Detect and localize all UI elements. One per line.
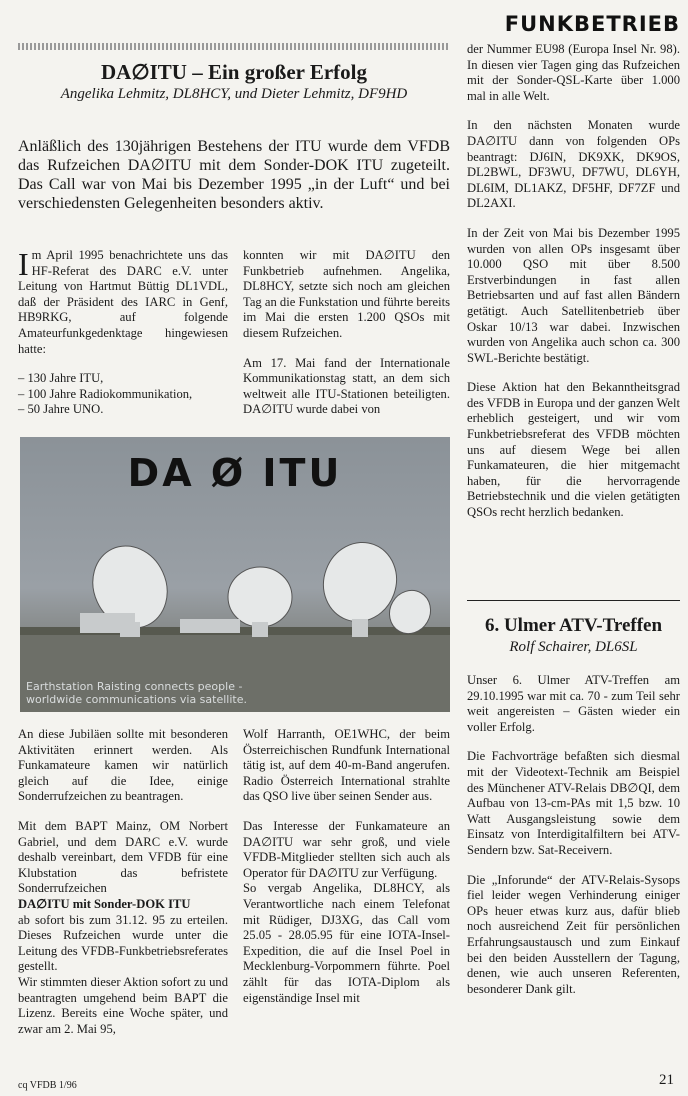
header-rule — [18, 43, 450, 50]
caption-line: Earthstation Raisting connects people - — [26, 680, 243, 693]
bullet-list — [18, 371, 228, 418]
paragraph — [18, 248, 228, 357]
paragraph: Die Fachvorträge befaßten sich diesmal mit der Videotext-Technik am Beispiel des Münchener ATV-Relais DB∅QI, dem Aufbau von 13-cm-PAs mit 1,5 bzw. 10 Watt Ausgangsleistung sowie dem Einsatz von Interdigitalfiltern bei ATV-Sendern bzw. Sat-Receivern. — [467, 749, 680, 857]
caption-line: worldwide communications via satellite. — [26, 693, 247, 706]
paragraph: Mit dem BAPT Mainz, OM Norbert Gabriel, und dem DARC e.V. wurde deshalb vereinbart, dem VFDB für eine Klubstation das befristete Sonderrufzeichen — [18, 818, 228, 896]
article2-byline: Rolf Schairer, DL6SL — [509, 639, 638, 655]
paragraph: In den nächsten Monaten wurde DA∅ITU dann von folgenden OPs beantragt: DJ6IN, DK9XK, DK9OS, DL2BWL, DF3WU, DF7WU, DL6YH, DL6IM, DL1AKZ, DF5HF, DF7ZF und DL2AXI. — [467, 118, 680, 211]
drop-cap: I — [18, 246, 29, 282]
paragraph: An diese Jubiläen sollte mit besonderen Aktivitäten erinnert werden. Als Funkamateure kamen wir natürlich gleich auf die Idee, einige Sonderrufzeichen zu beantragen. — [18, 727, 228, 804]
paragraph: Unser 6. Ulmer ATV-Treffen am 29.10.1995 war mit ca. 70 - zum Teil sehr weit angereisten – Gästen wieder ein voller Erfolg. — [467, 673, 680, 734]
footer-issue: cq VFDB 1/96 — [18, 1080, 77, 1091]
paragraph: Am 17. Mai fand der Internationale Kommunikationstag statt, an dem sich weltweit alle ITU-Stationen beteiligten. DA∅ITU wurde dabei von — [243, 355, 450, 417]
page-number: 21 — [659, 1072, 674, 1088]
paragraph: In der Zeit von Mai bis Dezember 1995 wurden von allen OPs insgesamt über 10.000 QSO mit über 8.500 Erstverbindungen in fast allen Betriebsarten und auf fast allen Bändern getätigt. Auch Satellitenbetrieb über Oskar 10/13 war dabei. Inzwischen wurden von Angelika auch schon ca. 300 SWL-Berichte bestätigt. — [467, 225, 680, 365]
article-byline: Angelika Lehmitz, DL8HCY, und Dieter Lehmitz, DF9HD — [60, 86, 408, 102]
article-title: DA∅ITU – Ein großer Erfolg — [100, 60, 368, 84]
column-1-bottom — [18, 727, 228, 1037]
paragraph-text: m April 1995 benachrichtete uns das HF-Referat des DARC e.V. unter Leitung von Hartmut Büttig DL1VDL, daß der Präsident des IARC in Genf, HB9RKG, auf folgende Amateurfunkgedenktage hingewiesen hatte: — [18, 248, 228, 356]
list-item: – 50 Jahre UNO. — [18, 402, 104, 417]
list-item: – 100 Jahre Radiokommunikation, — [18, 386, 193, 401]
paragraph: konnten wir mit DA∅ITU den Funkbetrieb aufnehmen. Angelika, DL8HCY, setzte sich noch am gleichen Tag an die Funkstation und führte bereits im Mai die ersten 1.200 QSOs mit diesem Rufzeichen. — [243, 248, 450, 340]
column-2-top — [243, 248, 450, 432]
column-3-bottom — [467, 673, 680, 1011]
section-divider — [467, 600, 680, 601]
paragraph: Wolf Harranth, OE1WHC, der beim Österreichischen Rundfunk International tätig ist, auf dem 40-m-Band angerufen. Radio Österreich International strahlte das QSO live über seinen Sender aus. — [243, 727, 450, 804]
list-item: – 130 Jahre ITU, — [18, 371, 104, 386]
earthstation-photo — [20, 437, 450, 712]
callsign-sign: DA Ø ITU — [127, 451, 343, 495]
section-header: FUNKBETRIEB — [504, 12, 680, 36]
paragraph: ab sofort bis zum 31.12. 95 zu erteilen. Dieses Rufzeichen wurde unter die Leitung des VFDB-Funkbetriebsreferates gestellt. — [18, 912, 228, 974]
article2-title: 6. Ulmer ATV-Treffen — [484, 615, 663, 636]
photo-caption — [26, 680, 247, 706]
paragraph: Diese Aktion hat den Bekanntheitsgrad des VFDB in Europa und der ganzen Welt erheblich gesteigert, und wir vom Funkbetriebsreferat des VFDB möchten uns auf diesem Wege bei allen Funkamateuren, die hier mitgemacht haben, für die hervorragende Betriebstechnik und die vielen getätigten QSOs recht herzlich bedanken. — [467, 380, 680, 520]
paragraph: Die „Inforunde“ der ATV-Relais-Sysops fiel leider wegen Verhinderung einiger OPs heuer etwas kurz aus, dafür blieb noch ausreichend Zeit für persönlichen Erfahrungsaustausch und zum Einkauf bei den beiden Ausstellern der Tagung, denen, wie auch unseren Referenten, besonderer Dank gilt. — [467, 872, 680, 996]
column-3 — [467, 42, 680, 535]
paragraph: Das Interesse der Funkamateure an DA∅ITU war sehr groß, und viele VFDB-Mitglieder stellten sich auch als Operator für DA∅ITU zur Verfügung. — [243, 818, 450, 880]
highlight-callsign: DA∅ITU mit Sonder-DOK ITU — [18, 896, 191, 911]
column-1-top — [18, 248, 228, 432]
paragraph: der Nummer EU98 (Europa Insel Nr. 98). In diesen vier Tagen ging das Rufzeichen mit der Sonder-QSL-Karte über 1.000 mal in alle Welt. — [467, 42, 680, 103]
article-lead: Anläßlich des 130jährigen Bestehens der ITU wurde dem VFDB das Rufzeichen DA∅ITU mit dem Sonder-DOK ITU zugeteilt. Das Call war von Mai bis Dezember 1995 „in der Luft“ und bei verschiedensten Gelegenheiten besonders aktiv. — [18, 138, 450, 212]
paragraph: Wir stimmten dieser Aktion sofort zu und beantragten umgehend beim BAPT die Lizenz. Bereits eine Woche später, und zwar am 2. Mai 95, — [18, 974, 228, 1036]
column-2-bottom — [243, 727, 450, 1006]
paragraph: So vergab Angelika, DL8HCY, als Verantwortliche nach einem Telefonat mit Rüdiger, DJ3XG, das Call vom 25.05 - 28.05.95 für eine IOTA-Insel-Expedition, die auf die Insel Poel in Mecklenburg-Vorpommern führte. Poel zählt für das IOTA-Diplom als eigenständige Insel mit — [243, 881, 450, 1005]
